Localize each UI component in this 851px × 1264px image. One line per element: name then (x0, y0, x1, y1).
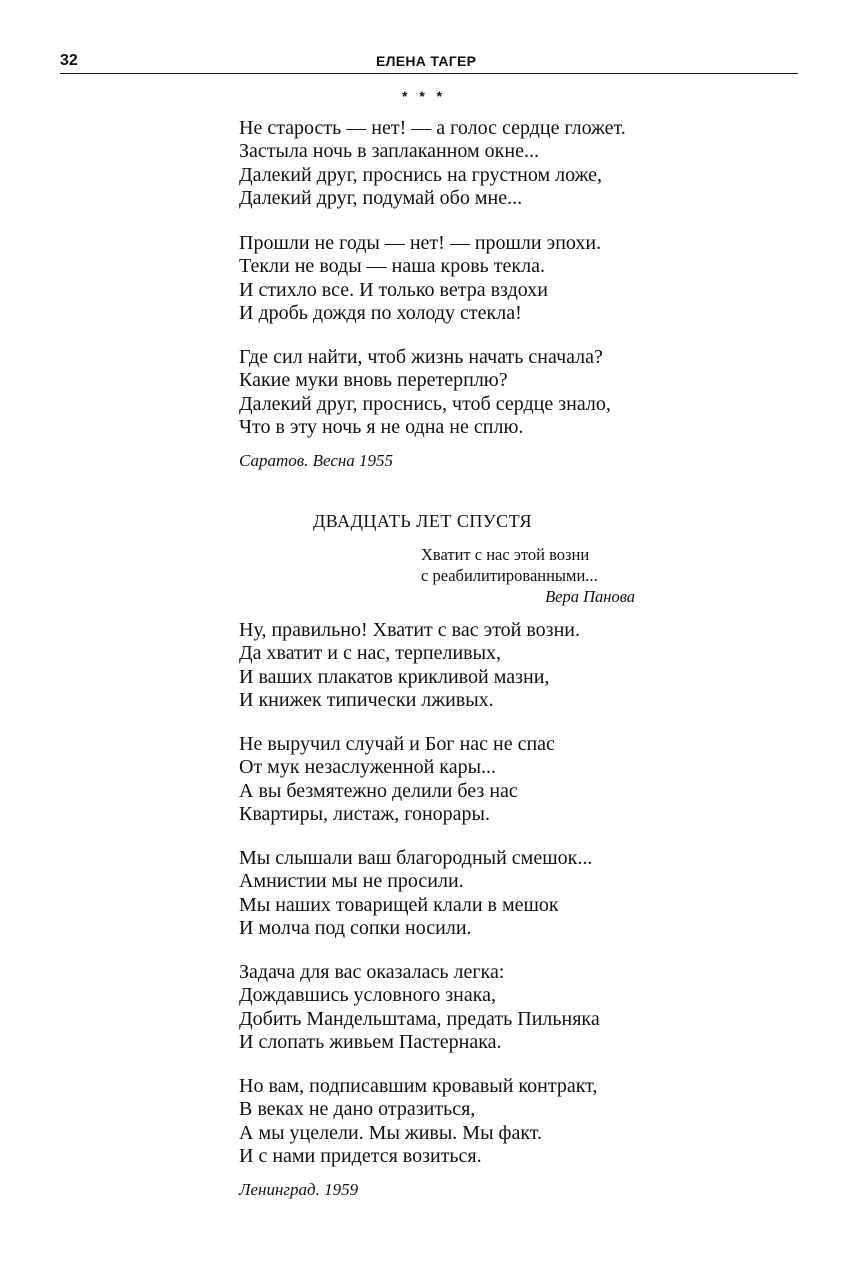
poem-line: И книжек типически лживых. (239, 688, 494, 711)
poem-line: От мук незаслуженной кары... (239, 756, 497, 779)
page-header (60, 52, 798, 72)
epigraph-line: Хватит с нас этой возни (421, 545, 590, 564)
poem-line: Мы слышали ваш благородный смешок... (239, 847, 593, 869)
poem-line: Амнистии мы не просили. (239, 870, 464, 893)
poem-line: Какие муки вновь перетерплю? (239, 369, 508, 392)
poem2-stanza-3 (239, 847, 592, 940)
poem-line: И молча под сопки носили. (239, 916, 472, 939)
epigraph (421, 545, 635, 608)
poem-line: Застыла ночь в заплаканном окне... (239, 140, 539, 163)
epigraph-line: с реабилитированными... (421, 565, 598, 585)
poem-line: А вы безмятежно делили без нас (239, 779, 518, 802)
epigraph-author: Вера Панова (545, 587, 635, 606)
poem1-stanza-2 (239, 232, 601, 325)
poem-line: А мы уцелели. Мы живы. Мы факт. (239, 1121, 543, 1144)
page-number: 32 (60, 52, 78, 69)
poem-line: И ваших плакатов крикливой мазни, (239, 665, 550, 688)
poem-line: Далекий друг, подумай обо мне... (239, 186, 523, 209)
running-head: ЕЛЕНА ТАГЕР (376, 53, 477, 69)
poem1-signature: Саратов. Весна 1955 (239, 451, 394, 470)
poem-line: Текли не воды — наша кровь текла. (239, 255, 545, 278)
poem-line: И стихло все. И только ветра вздохи (239, 278, 548, 301)
poem2-stanza-2 (239, 733, 555, 826)
poem-line: Но вам, подписавшим кровавый контракт, (239, 1075, 598, 1097)
poem-line: Прошли не годы — нет! — прошли эпохи. (239, 232, 602, 254)
poem2-stanza-5 (239, 1075, 597, 1168)
poem2-stanza-4 (239, 961, 600, 1054)
poem1-asterisks: * * * (402, 88, 447, 104)
poem-line: И дробь дождя по холоду стекла! (239, 301, 522, 324)
poem-line: И с нами придется возиться. (239, 1144, 482, 1167)
poem2-stanza-1 (239, 619, 580, 712)
poem2-title: ДВАДЦАТЬ ЛЕТ СПУСТЯ (313, 511, 532, 531)
poem-line: Квартиры, листаж, гонорары. (239, 802, 490, 825)
poem-line: Что в эту ночь я не одна не сплю. (239, 415, 524, 438)
poem-line: Мы наших товарищей клали в мешок (239, 893, 559, 916)
poem-line: В веках не дано отразиться, (239, 1098, 476, 1121)
poem-line: Далекий друг, проснись, чтоб сердце знало, (239, 392, 611, 415)
poem1-stanza-3 (239, 346, 611, 439)
poem1-stanza-1 (239, 117, 626, 210)
poem-line: И слопать живьем Пастернака. (239, 1030, 502, 1053)
poem-line: Где сил найти, чтоб жизнь начать сначала? (239, 346, 603, 368)
poem-line: Да хватит и с нас, терпеливых, (239, 642, 502, 665)
poem-line: Не старость — нет! — а голос сердце гложет. (239, 117, 626, 139)
header-rule (60, 73, 798, 74)
poem-line: Ну, правильно! Хватит с вас этой возни. (239, 619, 580, 641)
poem-line: Дождавшись условного знака, (239, 984, 497, 1007)
poem-line: Не выручил случай и Бог нас не спас (239, 733, 555, 755)
poem-line: Задача для вас оказалась легка: (239, 961, 505, 983)
poem-line: Добить Мандельштама, предать Пильняка (239, 1007, 600, 1030)
poem2-signature: Ленинград. 1959 (239, 1180, 359, 1199)
poem-line: Далекий друг, проснись на грустном ложе, (239, 163, 603, 186)
